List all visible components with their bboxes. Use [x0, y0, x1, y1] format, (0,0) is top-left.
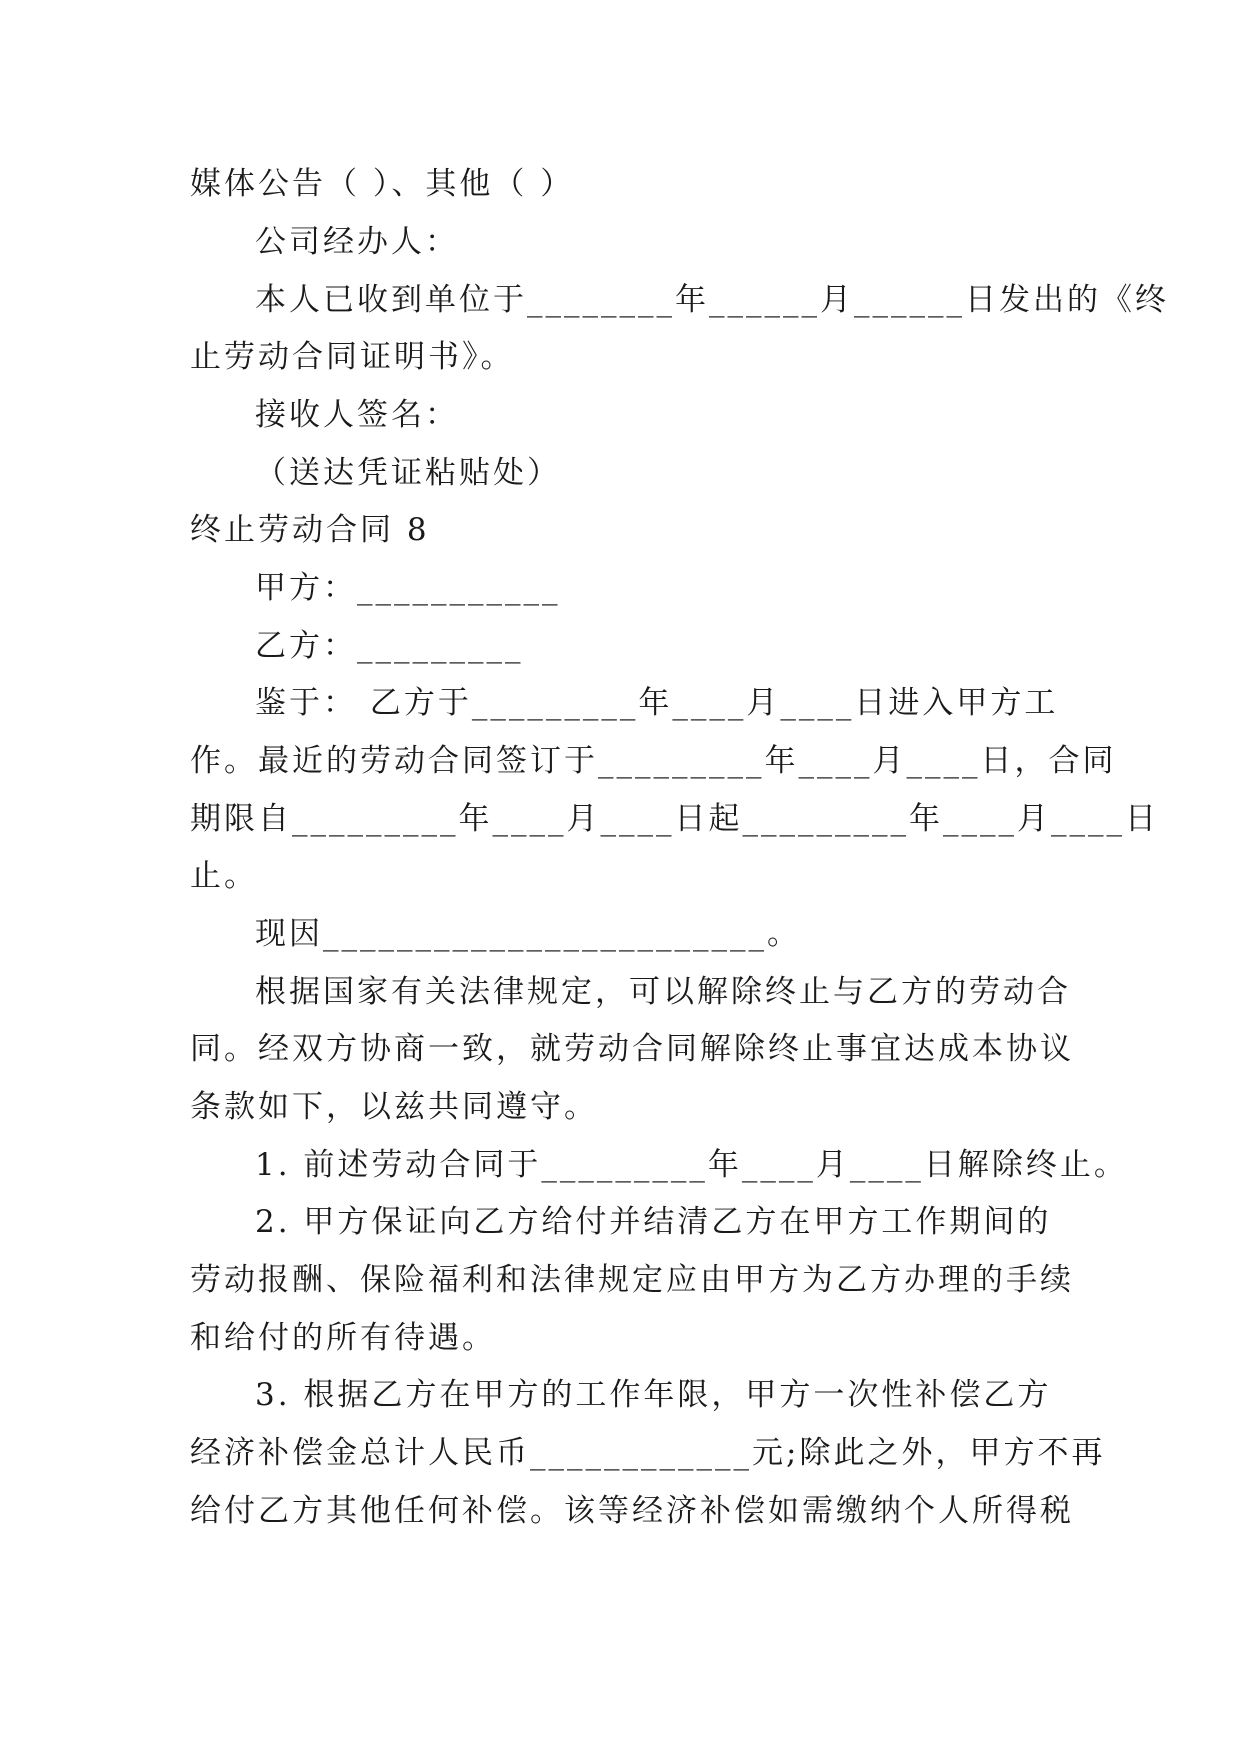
text-line-reason: 现因________________________。	[255, 916, 801, 952]
text-line-party-a: 甲方：___________	[255, 570, 561, 606]
text-line-receipt-statement-cont: 止劳动合同证明书》。	[190, 339, 515, 375]
text-line-legal-basis-cont: 同。经双方协商一致，就劳动合同解除终止事宜达成本协议	[190, 1031, 1074, 1067]
text-line-delivery-proof-placeholder: （送达凭证粘贴处）	[255, 455, 561, 491]
clause-3-cont: 经济补偿金总计人民币____________元;除此之外，甲方不再	[190, 1435, 1106, 1471]
text-line-legal-basis: 根据国家有关法律规定，可以解除终止与乙方的劳动合	[255, 974, 1071, 1010]
clause-2-end: 和给付的所有待遇。	[190, 1320, 496, 1356]
text-line-contract-signed: 作。最近的劳动合同签订于_________年____月____日，合同	[190, 743, 1117, 779]
text-line-company-handler: 公司经办人：	[255, 224, 459, 260]
clause-3: 3. 根据乙方在甲方的工作年限，甲方一次性补偿乙方	[255, 1377, 1052, 1413]
text-line-legal-basis-end: 条款如下，以兹共同遵守。	[190, 1089, 598, 1125]
text-line-media-notice: 媒体公告（ ）、其他（ ）	[190, 166, 575, 202]
text-line-party-b: 乙方：_________	[255, 628, 524, 664]
text-line-recipient-signature: 接收人签名：	[255, 397, 459, 433]
text-line-contract-term: 期限自_________年____月____日起_________年____月____日	[190, 801, 1159, 837]
text-line-receipt-statement: 本人已收到单位于________年______月______日发出的《终	[255, 282, 1169, 318]
section-heading: 终止劳动合同 8	[190, 512, 430, 548]
text-line-whereas: 鉴于： 乙方于_________年____月____日进入甲方工	[255, 685, 1059, 721]
clause-2: 2. 甲方保证向乙方给付并结清乙方在甲方工作期间的	[255, 1204, 1052, 1240]
clause-2-cont: 劳动报酬、保险福利和法律规定应由甲方为乙方办理的手续	[190, 1262, 1074, 1298]
clause-3-cont-2: 给付乙方其他任何补偿。该等经济补偿如需缴纳个人所得税	[190, 1493, 1074, 1529]
clause-1: 1. 前述劳动合同于_________年____月____日解除终止。	[255, 1147, 1128, 1183]
text-line-contract-term-end: 止。	[190, 858, 258, 894]
